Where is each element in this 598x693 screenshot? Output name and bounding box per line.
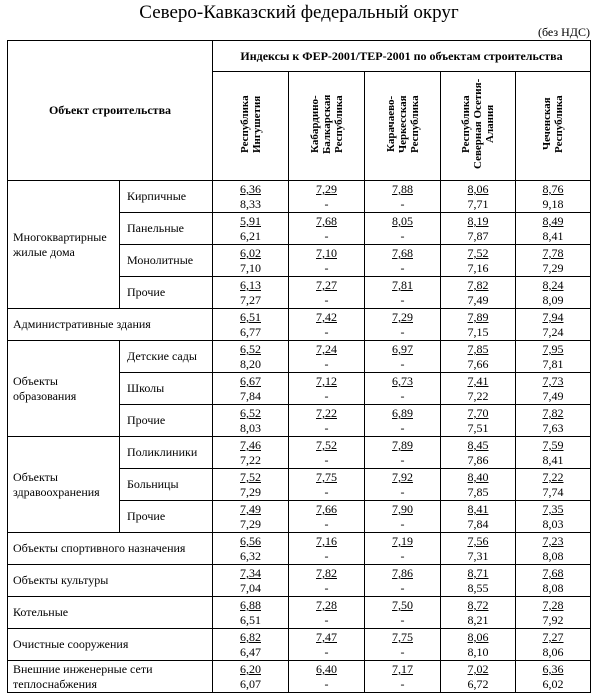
index-value-ter: - bbox=[324, 581, 329, 595]
index-value-ter: 8,41 bbox=[542, 453, 564, 467]
object-subtype: Детские сады bbox=[120, 341, 213, 373]
object-subtype: Прочие bbox=[120, 405, 213, 437]
index-value-fer: 7,22 bbox=[542, 470, 564, 484]
index-cell bbox=[289, 341, 365, 373]
index-cell bbox=[365, 213, 441, 245]
index-value-fer: 5,91 bbox=[240, 214, 261, 228]
index-value-ter: 7,22 bbox=[467, 389, 489, 403]
index-cell bbox=[213, 213, 289, 245]
index-value-ter: 7,51 bbox=[467, 421, 489, 435]
index-value-ter: 6,51 bbox=[240, 613, 261, 627]
index-value-fer: 7,82 bbox=[316, 566, 337, 580]
index-value-ter: - bbox=[324, 517, 329, 531]
object-name: Многоквартирные жилые дома bbox=[8, 181, 120, 309]
index-value-ter: 8,03 bbox=[542, 517, 564, 531]
index-cell bbox=[365, 469, 441, 501]
index-value-fer: 7,16 bbox=[316, 534, 337, 548]
index-cell bbox=[365, 181, 441, 213]
index-value-fer: 7,81 bbox=[392, 278, 413, 292]
object-name: Объекты образования bbox=[8, 341, 120, 437]
index-value-fer: 7,82 bbox=[467, 278, 489, 292]
index-value-fer: 7,73 bbox=[542, 374, 564, 388]
index-value-fer: 6,89 bbox=[392, 406, 413, 420]
index-value-ter: 6,32 bbox=[240, 549, 261, 563]
index-cell bbox=[289, 181, 365, 213]
index-value-ter: - bbox=[400, 485, 405, 499]
index-value-ter: - bbox=[400, 197, 405, 211]
index-value-ter: - bbox=[400, 293, 405, 307]
index-value-fer: 7,68 bbox=[542, 566, 564, 580]
index-value-ter: 7,86 bbox=[467, 453, 489, 467]
object-subtype: Панельные bbox=[120, 213, 213, 245]
index-value-fer: 7,68 bbox=[316, 214, 337, 228]
index-value-fer: 7,35 bbox=[542, 502, 564, 516]
index-cell bbox=[516, 181, 591, 213]
index-value-ter: - bbox=[324, 389, 329, 403]
index-value-ter: 7,27 bbox=[240, 293, 261, 307]
index-value-ter: - bbox=[324, 613, 329, 627]
index-value-fer: 6,82 bbox=[240, 630, 261, 644]
index-cell bbox=[213, 469, 289, 501]
index-cell bbox=[213, 181, 289, 213]
index-value-fer: 7,29 bbox=[392, 310, 413, 324]
index-cell bbox=[516, 629, 591, 661]
index-value-fer: 7,24 bbox=[316, 342, 337, 356]
index-value-ter: 9,18 bbox=[542, 197, 564, 211]
object-subtype: Школы bbox=[120, 373, 213, 405]
index-cell bbox=[289, 597, 365, 629]
index-value-ter: 7,84 bbox=[240, 389, 261, 403]
index-value-ter: 8,41 bbox=[542, 229, 564, 243]
index-value-ter: 7,66 bbox=[467, 357, 489, 371]
index-cell bbox=[365, 597, 441, 629]
index-value-ter: - bbox=[400, 229, 405, 243]
index-value-ter: 7,16 bbox=[467, 261, 489, 275]
region-header bbox=[213, 72, 289, 181]
index-value-ter: 8,06 bbox=[542, 645, 564, 659]
index-value-ter: - bbox=[324, 421, 329, 435]
index-value-fer: 8,71 bbox=[467, 566, 489, 580]
index-value-fer: 7,29 bbox=[316, 182, 337, 196]
index-cell bbox=[289, 629, 365, 661]
index-value-ter: - bbox=[400, 517, 405, 531]
index-value-ter: - bbox=[324, 293, 329, 307]
index-cell bbox=[516, 309, 591, 341]
index-cell bbox=[516, 469, 591, 501]
index-value-fer: 7,75 bbox=[316, 470, 337, 484]
index-value-ter: 8,09 bbox=[542, 293, 564, 307]
object-name: Объекты спортивного назначения bbox=[8, 533, 213, 565]
index-cell bbox=[365, 565, 441, 597]
index-value-fer: 7,34 bbox=[240, 566, 261, 580]
index-value-fer: 8,76 bbox=[542, 182, 564, 196]
index-cell bbox=[441, 405, 516, 437]
index-cell bbox=[516, 533, 591, 565]
index-value-ter: - bbox=[400, 453, 405, 467]
index-cell bbox=[213, 309, 289, 341]
index-value-ter: - bbox=[400, 613, 405, 627]
index-value-fer: 6,02 bbox=[240, 246, 261, 260]
index-cell bbox=[441, 437, 516, 469]
index-cell bbox=[365, 277, 441, 309]
index-cell bbox=[213, 373, 289, 405]
index-value-ter: - bbox=[324, 357, 329, 371]
index-value-ter: 6,47 bbox=[240, 645, 261, 659]
page-title: Северо-Кавказский федеральный округ bbox=[139, 2, 459, 23]
index-value-ter: - bbox=[324, 549, 329, 563]
index-value-fer: 7,86 bbox=[392, 566, 413, 580]
table-row bbox=[8, 661, 591, 693]
index-cell bbox=[516, 661, 591, 693]
index-value-fer: 8,72 bbox=[467, 598, 489, 612]
index-value-fer: 7,66 bbox=[316, 502, 337, 516]
index-cell bbox=[365, 629, 441, 661]
object-name: Внешние инженерные сети теплоснабжения bbox=[8, 661, 213, 693]
index-value-ter: 7,74 bbox=[542, 485, 564, 499]
index-cell bbox=[289, 277, 365, 309]
object-name: Котельные bbox=[8, 597, 213, 629]
index-value-ter: 8,08 bbox=[542, 581, 564, 595]
index-value-ter: 7,85 bbox=[467, 485, 489, 499]
index-value-fer: 8,41 bbox=[467, 502, 489, 516]
index-cell bbox=[213, 341, 289, 373]
index-value-ter: 7,49 bbox=[542, 389, 564, 403]
index-cell bbox=[213, 661, 289, 693]
index-cell bbox=[441, 309, 516, 341]
index-cell bbox=[365, 341, 441, 373]
index-cell bbox=[213, 597, 289, 629]
index-value-ter: 6,72 bbox=[467, 677, 489, 691]
index-cell bbox=[441, 469, 516, 501]
index-value-fer: 8,19 bbox=[467, 214, 489, 228]
index-cell bbox=[213, 533, 289, 565]
index-value-ter: 7,04 bbox=[240, 581, 261, 595]
index-cell bbox=[289, 437, 365, 469]
index-value-ter: 7,63 bbox=[542, 421, 564, 435]
table-body bbox=[8, 181, 591, 693]
object-subtype: Монолитные bbox=[120, 245, 213, 277]
index-cell bbox=[213, 405, 289, 437]
index-value-ter: 6,77 bbox=[240, 325, 261, 339]
index-value-ter: - bbox=[400, 645, 405, 659]
index-value-fer: 8,05 bbox=[392, 214, 413, 228]
index-cell bbox=[213, 629, 289, 661]
index-value-ter: 7,10 bbox=[240, 261, 261, 275]
index-value-ter: - bbox=[400, 549, 405, 563]
index-cell bbox=[213, 565, 289, 597]
index-cell bbox=[441, 597, 516, 629]
index-value-ter: - bbox=[324, 453, 329, 467]
index-value-ter: 7,29 bbox=[240, 485, 261, 499]
index-cell bbox=[213, 277, 289, 309]
index-cell bbox=[516, 501, 591, 533]
index-table bbox=[7, 40, 591, 693]
index-value-fer: 7,47 bbox=[316, 630, 337, 644]
index-value-ter: 8,33 bbox=[240, 197, 261, 211]
index-value-fer: 7,22 bbox=[316, 406, 337, 420]
index-value-fer: 7,52 bbox=[467, 246, 489, 260]
index-value-fer: 7,17 bbox=[392, 662, 413, 676]
object-subtype: Прочие bbox=[120, 501, 213, 533]
index-cell bbox=[516, 565, 591, 597]
index-value-ter: 6,02 bbox=[542, 677, 564, 691]
index-value-fer: 6,73 bbox=[392, 374, 413, 388]
index-value-fer: 7,78 bbox=[542, 246, 564, 260]
index-group-header: Индексы к ФЕР-2001/ТЕР-2001 по объектам строительства bbox=[213, 41, 591, 72]
index-cell bbox=[289, 405, 365, 437]
object-name: Объекты здравоохранения bbox=[8, 437, 120, 533]
index-value-ter: - bbox=[324, 645, 329, 659]
index-value-ter: - bbox=[324, 197, 329, 211]
index-cell bbox=[365, 437, 441, 469]
index-value-fer: 7,27 bbox=[542, 630, 564, 644]
index-cell bbox=[441, 533, 516, 565]
index-value-fer: 7,46 bbox=[240, 438, 261, 452]
index-value-fer: 7,70 bbox=[467, 406, 489, 420]
index-cell bbox=[365, 309, 441, 341]
index-value-ter: 7,29 bbox=[240, 517, 261, 531]
index-value-fer: 7,19 bbox=[392, 534, 413, 548]
index-value-fer: 7,50 bbox=[392, 598, 413, 612]
table-row bbox=[8, 341, 591, 373]
index-value-fer: 7,92 bbox=[392, 470, 413, 484]
index-value-fer: 7,85 bbox=[467, 342, 489, 356]
object-subtype: Прочие bbox=[120, 277, 213, 309]
object-name: Административные здания bbox=[8, 309, 213, 341]
index-value-fer: 7,95 bbox=[542, 342, 564, 356]
index-value-fer: 8,06 bbox=[467, 182, 489, 196]
index-cell bbox=[289, 501, 365, 533]
index-cell bbox=[289, 565, 365, 597]
index-value-ter: 8,21 bbox=[467, 613, 489, 627]
index-value-fer: 7,10 bbox=[316, 246, 337, 260]
index-value-fer: 6,52 bbox=[240, 406, 261, 420]
region-label: Республика Ингушетия bbox=[238, 95, 263, 153]
index-value-fer: 6,36 bbox=[542, 662, 564, 676]
index-value-fer: 8,24 bbox=[542, 278, 564, 292]
index-cell bbox=[516, 245, 591, 277]
index-cell bbox=[213, 245, 289, 277]
index-value-ter: - bbox=[400, 677, 405, 691]
index-cell bbox=[365, 373, 441, 405]
index-value-ter: 7,24 bbox=[542, 325, 564, 339]
index-value-fer: 6,88 bbox=[240, 598, 261, 612]
table-row bbox=[8, 533, 591, 565]
index-value-ter: 7,22 bbox=[240, 453, 261, 467]
region-header bbox=[441, 72, 516, 181]
index-value-fer: 7,27 bbox=[316, 278, 337, 292]
index-cell bbox=[213, 501, 289, 533]
index-cell bbox=[441, 565, 516, 597]
index-value-ter: - bbox=[400, 389, 405, 403]
region-header bbox=[365, 72, 441, 181]
index-value-fer: 6,56 bbox=[240, 534, 261, 548]
index-value-fer: 7,90 bbox=[392, 502, 413, 516]
index-value-fer: 7,52 bbox=[240, 470, 261, 484]
index-value-ter: - bbox=[400, 581, 405, 595]
table-row bbox=[8, 437, 591, 469]
region-label: Карачаево-Черкесская Республика bbox=[384, 95, 421, 153]
index-cell bbox=[289, 213, 365, 245]
object-subtype: Кирпичные bbox=[120, 181, 213, 213]
index-cell bbox=[516, 213, 591, 245]
index-value-fer: 6,52 bbox=[240, 342, 261, 356]
index-value-fer: 7,52 bbox=[316, 438, 337, 452]
object-name: Объекты культуры bbox=[8, 565, 213, 597]
index-value-ter: 8,55 bbox=[467, 581, 489, 595]
index-cell bbox=[516, 341, 591, 373]
index-value-ter: - bbox=[400, 421, 405, 435]
region-label: Республика Северная Осетия-Алания bbox=[460, 78, 496, 170]
index-value-ter: 6,07 bbox=[240, 677, 261, 691]
index-value-fer: 7,23 bbox=[542, 534, 564, 548]
index-cell bbox=[516, 597, 591, 629]
index-cell bbox=[441, 181, 516, 213]
index-cell bbox=[516, 277, 591, 309]
index-cell bbox=[289, 469, 365, 501]
index-value-fer: 7,41 bbox=[467, 374, 489, 388]
index-value-fer: 7,02 bbox=[467, 662, 489, 676]
region-label: Чеченская Республика bbox=[541, 95, 565, 153]
index-value-fer: 6,51 bbox=[240, 310, 261, 324]
table-row bbox=[8, 629, 591, 661]
index-value-ter: - bbox=[324, 229, 329, 243]
index-value-ter: 7,81 bbox=[542, 357, 564, 371]
index-cell bbox=[441, 245, 516, 277]
index-value-fer: 7,12 bbox=[316, 374, 337, 388]
object-name: Очистные сооружения bbox=[8, 629, 213, 661]
index-value-ter: - bbox=[400, 261, 405, 275]
index-value-fer: 6,20 bbox=[240, 662, 261, 676]
index-value-ter: - bbox=[324, 261, 329, 275]
index-cell bbox=[516, 405, 591, 437]
index-value-fer: 7,28 bbox=[542, 598, 564, 612]
index-value-fer: 8,06 bbox=[467, 630, 489, 644]
index-value-ter: 8,03 bbox=[240, 421, 261, 435]
index-cell bbox=[365, 661, 441, 693]
index-value-fer: 7,59 bbox=[542, 438, 564, 452]
table-row bbox=[8, 597, 591, 629]
index-value-ter: - bbox=[324, 325, 329, 339]
index-value-fer: 7,89 bbox=[392, 438, 413, 452]
index-value-ter: 8,20 bbox=[240, 357, 261, 371]
index-cell bbox=[365, 405, 441, 437]
index-value-fer: 6,13 bbox=[240, 278, 261, 292]
index-value-ter: 7,29 bbox=[542, 261, 564, 275]
index-value-fer: 6,36 bbox=[240, 182, 261, 196]
index-value-ter: 7,31 bbox=[467, 549, 489, 563]
object-header: Объект строительства bbox=[8, 41, 213, 181]
index-cell bbox=[441, 661, 516, 693]
index-value-ter: - bbox=[400, 357, 405, 371]
index-cell bbox=[516, 373, 591, 405]
index-cell bbox=[441, 341, 516, 373]
index-value-fer: 8,49 bbox=[542, 214, 564, 228]
index-cell bbox=[516, 437, 591, 469]
index-value-ter: 8,08 bbox=[542, 549, 564, 563]
index-value-fer: 8,45 bbox=[467, 438, 489, 452]
index-value-fer: 6,97 bbox=[392, 342, 413, 356]
index-value-fer: 7,89 bbox=[467, 310, 489, 324]
index-value-ter: - bbox=[400, 325, 405, 339]
region-label: Кабардино-Балкарская Республика bbox=[308, 94, 345, 154]
index-cell bbox=[289, 373, 365, 405]
index-cell bbox=[289, 533, 365, 565]
index-cell bbox=[289, 661, 365, 693]
object-subtype: Поликлиники bbox=[120, 437, 213, 469]
index-value-ter: 7,15 bbox=[467, 325, 489, 339]
index-cell bbox=[441, 629, 516, 661]
index-value-fer: 7,56 bbox=[467, 534, 489, 548]
index-cell bbox=[441, 373, 516, 405]
index-value-ter: 7,87 bbox=[467, 229, 489, 243]
index-value-ter: 8,10 bbox=[467, 645, 489, 659]
index-value-fer: 6,40 bbox=[316, 662, 337, 676]
region-header bbox=[289, 72, 365, 181]
index-cell bbox=[289, 245, 365, 277]
index-value-fer: 7,75 bbox=[392, 630, 413, 644]
index-value-ter: 7,71 bbox=[467, 197, 489, 211]
index-value-fer: 7,88 bbox=[392, 182, 413, 196]
index-cell bbox=[365, 245, 441, 277]
index-cell bbox=[289, 309, 365, 341]
table-row bbox=[8, 309, 591, 341]
index-cell bbox=[365, 533, 441, 565]
index-value-fer: 6,67 bbox=[240, 374, 261, 388]
index-cell bbox=[441, 277, 516, 309]
index-value-fer: 8,40 bbox=[467, 470, 489, 484]
index-cell bbox=[365, 501, 441, 533]
table-row bbox=[8, 565, 591, 597]
index-value-fer: 7,42 bbox=[316, 310, 337, 324]
index-value-fer: 7,94 bbox=[542, 310, 564, 324]
index-cell bbox=[441, 501, 516, 533]
index-value-ter: 7,49 bbox=[467, 293, 489, 307]
index-value-fer: 7,28 bbox=[316, 598, 337, 612]
index-cell bbox=[441, 213, 516, 245]
index-cell bbox=[213, 437, 289, 469]
vat-note: (без НДС) bbox=[537, 25, 590, 39]
index-value-fer: 7,49 bbox=[240, 502, 261, 516]
index-value-ter: 7,84 bbox=[467, 517, 489, 531]
object-subtype: Больницы bbox=[120, 469, 213, 501]
index-value-fer: 7,82 bbox=[542, 406, 564, 420]
table-row bbox=[8, 181, 591, 213]
index-value-ter: - bbox=[324, 677, 329, 691]
index-value-ter: 7,92 bbox=[542, 613, 564, 627]
region-header bbox=[516, 72, 591, 181]
index-value-ter: - bbox=[324, 485, 329, 499]
index-value-ter: 6,21 bbox=[240, 229, 261, 243]
index-value-fer: 7,68 bbox=[392, 246, 413, 260]
